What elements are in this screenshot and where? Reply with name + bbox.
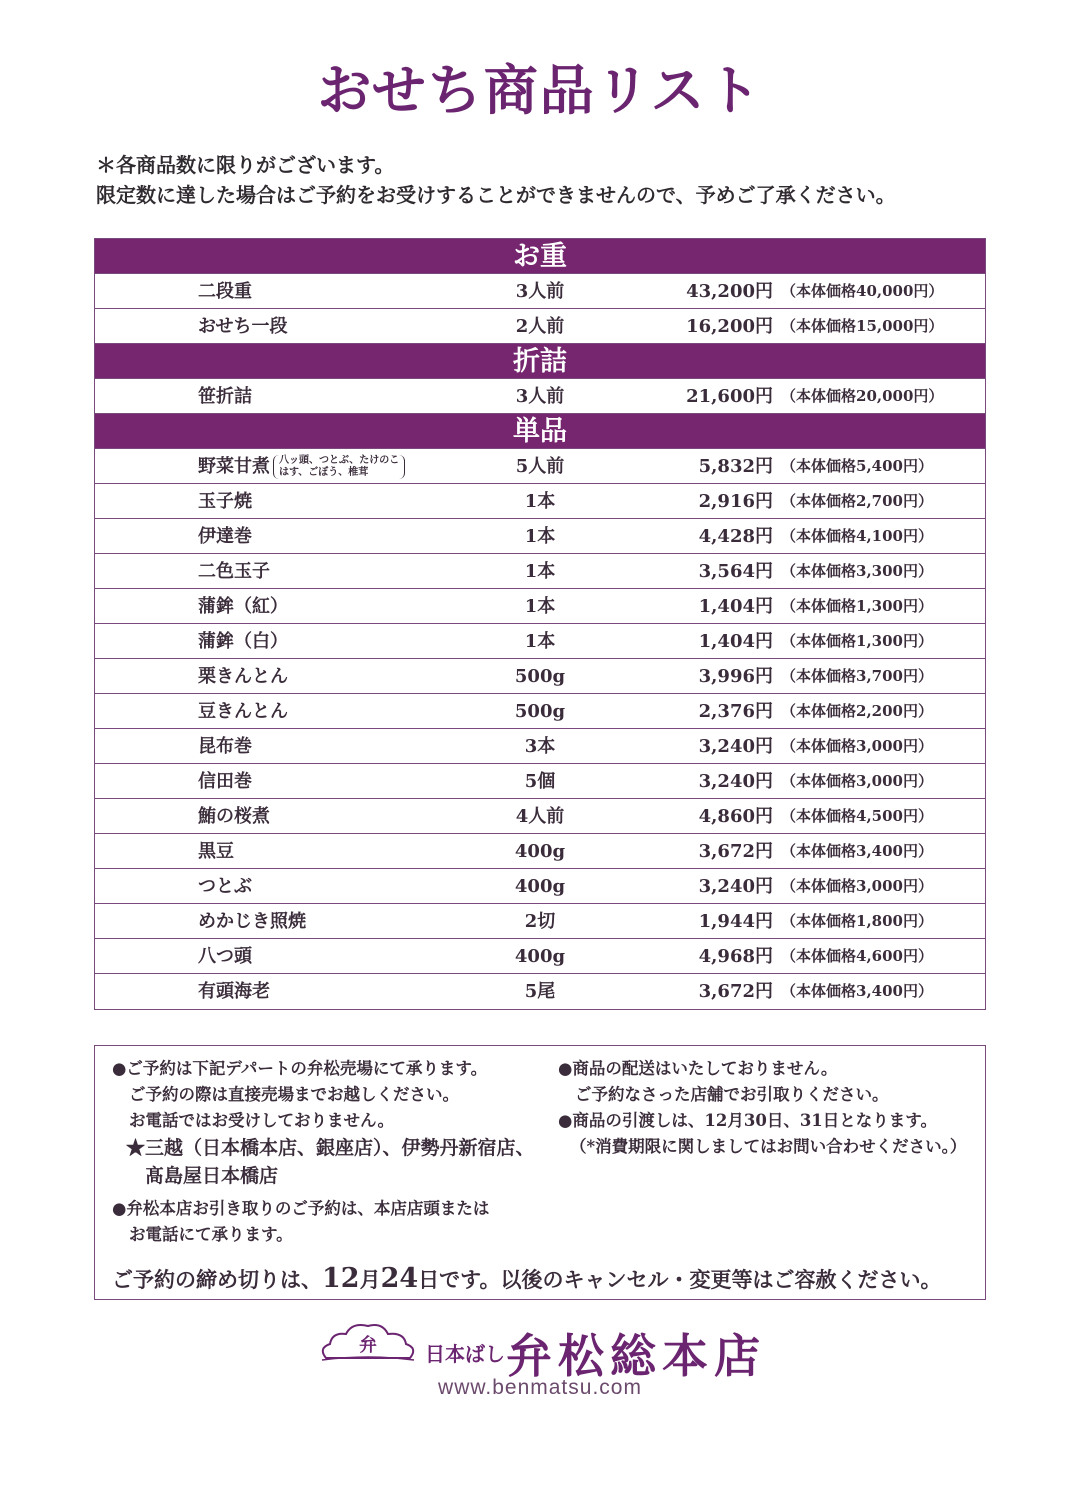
product-name-text: 鮪の桜煮	[198, 806, 270, 827]
product-price: 3,672円	[698, 981, 773, 1002]
info-right-column	[558, 1056, 966, 1160]
product-name-text: 蒲鉾（紅）	[198, 596, 288, 617]
notice-line-2: 限定数に達した場合はご予約をお受けすることができませんので、予めご了承ください。	[96, 183, 896, 207]
product-name	[198, 869, 252, 904]
product-base-price: （本体価格3,400円）	[781, 982, 933, 1000]
product-row	[95, 589, 985, 624]
info-left-line: ご予約の際は直接売場までお越しください。	[129, 1085, 459, 1104]
product-price: 1,404円	[698, 631, 773, 652]
info-right-line: ご予約なさった店舗でお引取りください。	[575, 1085, 889, 1104]
product-quantity: 1本	[524, 526, 556, 547]
product-base-price: （本体価格20,000円）	[781, 387, 944, 405]
deadline-day: 24	[380, 1263, 419, 1294]
product-base-price: （本体価格4,100円）	[781, 527, 933, 545]
product-price: 43,200円	[686, 281, 773, 302]
product-name	[198, 729, 252, 764]
logo-main-text: 弁松総本店	[506, 1329, 766, 1383]
product-name-text: 有頭海老	[198, 981, 270, 1002]
product-name-text: 信田巻	[198, 771, 252, 792]
product-name-text: 野菜甘煮	[198, 456, 270, 477]
product-row	[95, 274, 985, 309]
info-right-line: （*消費期限に関しましてはお問い合わせください。）	[570, 1137, 967, 1156]
store-logo	[318, 1318, 778, 1383]
product-base-price: （本体価格3,000円）	[781, 737, 933, 755]
product-price: 3,996円	[698, 666, 773, 687]
product-name	[198, 799, 270, 834]
info-store-line: 髙島屋日本橋店	[145, 1165, 279, 1187]
product-base-price: （本体価格15,000円）	[781, 317, 944, 335]
product-base-price: （本体価格3,000円）	[781, 877, 933, 895]
product-name-text: 伊達巻	[198, 526, 252, 547]
product-row	[95, 694, 985, 729]
product-name-text: 栗きんとん	[198, 666, 288, 687]
notice-line-1: ＊各商品数に限りがございます。	[96, 153, 395, 177]
product-name	[198, 449, 405, 484]
product-quantity: 4人前	[515, 806, 565, 827]
product-name	[198, 624, 288, 659]
product-quantity: 1本	[524, 491, 556, 512]
product-base-price: （本体価格2,200円）	[781, 702, 933, 720]
deadline-pre: ご予約の締め切りは、	[112, 1267, 322, 1292]
product-name-text: おせち一段	[198, 316, 288, 337]
product-base-price: （本体価格2,700円）	[781, 492, 933, 510]
product-name	[198, 484, 252, 519]
product-quantity: 3人前	[515, 386, 565, 407]
product-quantity: 1本	[524, 561, 556, 582]
product-name	[198, 274, 252, 309]
product-name-text: 二段重	[198, 281, 252, 302]
product-note-line: 八ッ頭、つとぶ、たけのこ	[279, 455, 400, 466]
product-quantity: 400g	[514, 946, 566, 967]
product-name-text: めかじき照焼	[198, 911, 306, 932]
product-quantity: 2切	[524, 911, 556, 932]
product-row	[95, 379, 985, 414]
product-row	[95, 834, 985, 869]
deadline-post: 日です。以後のキャンセル・変更等はご容赦ください。	[418, 1267, 942, 1292]
info-left-line: ●ご予約は下記デパートの弁松売場にて承ります。	[112, 1059, 488, 1078]
product-quantity: 5個	[524, 771, 556, 792]
product-row	[95, 449, 985, 484]
product-base-price: （本体価格40,000円）	[781, 282, 944, 300]
product-base-price: （本体価格3,700円）	[781, 667, 933, 685]
section-header: お重	[95, 239, 985, 274]
product-quantity: 500g	[514, 701, 566, 722]
section-header: 単品	[95, 414, 985, 449]
info-store-line: ★三越（日本橋本店、銀座店）、伊勢丹新宿店、	[126, 1137, 535, 1159]
product-base-price: （本体価格1,300円）	[781, 632, 933, 650]
product-name	[198, 904, 306, 939]
product-quantity: 3本	[524, 736, 556, 757]
product-price: 4,860円	[698, 806, 773, 827]
product-name	[198, 589, 288, 624]
product-base-price: （本体価格3,000円）	[781, 772, 933, 790]
product-row	[95, 799, 985, 834]
product-name-text: つとぶ	[198, 876, 252, 897]
product-quantity: 1本	[524, 596, 556, 617]
product-price: 3,672円	[698, 841, 773, 862]
info-left-line: お電話ではお受けしておりません。	[129, 1111, 394, 1130]
emblem-char: 弁	[359, 1335, 377, 1356]
product-price: 1,944円	[698, 911, 773, 932]
product-row	[95, 624, 985, 659]
product-name	[198, 554, 270, 589]
product-price: 1,404円	[698, 596, 773, 617]
product-name-text: 昆布巻	[198, 736, 252, 757]
product-quantity: 2人前	[515, 316, 565, 337]
logo-small-text: 日本ばし	[425, 1342, 505, 1366]
info-left-column	[112, 1056, 535, 1248]
product-row	[95, 904, 985, 939]
product-row	[95, 869, 985, 904]
product-table	[94, 238, 986, 1010]
product-name-text: 豆きんとん	[198, 701, 288, 722]
product-name-text: 蒲鉾（白）	[198, 631, 288, 652]
product-name	[198, 659, 288, 694]
product-price: 21,600円	[686, 386, 773, 407]
product-row	[95, 764, 985, 799]
product-price: 3,240円	[698, 876, 773, 897]
product-row	[95, 519, 985, 554]
product-price: 3,564円	[698, 561, 773, 582]
product-name	[198, 694, 288, 729]
product-price: 2,916円	[698, 491, 773, 512]
product-name	[198, 379, 252, 414]
info-right-line: ●商品の引渡しは、12月30日、31日となります。	[558, 1111, 937, 1130]
product-name	[198, 309, 287, 344]
product-note	[273, 455, 405, 479]
product-name	[198, 519, 252, 554]
product-quantity: 400g	[514, 876, 566, 897]
product-price: 3,240円	[698, 736, 773, 757]
product-quantity: 1本	[524, 631, 556, 652]
product-base-price: （本体価格1,300円）	[781, 597, 933, 615]
product-quantity: 500g	[514, 666, 566, 687]
product-row	[95, 939, 985, 974]
reservation-info-box	[94, 1045, 986, 1300]
product-note-line: はす、ごぼう、椎茸	[279, 467, 369, 478]
product-row	[95, 484, 985, 519]
page-title: おせち商品リスト	[317, 58, 763, 122]
product-quantity: 400g	[514, 841, 566, 862]
info-left-line: ●弁松本店お引き取りのご予約は、本店店頭または	[112, 1199, 490, 1218]
product-row	[95, 974, 985, 1009]
info-left-line: お電話にて承ります。	[129, 1225, 293, 1244]
product-quantity: 5尾	[524, 981, 556, 1002]
product-price: 3,240円	[698, 771, 773, 792]
product-name	[198, 974, 270, 1009]
product-name-text: 黒豆	[198, 841, 234, 862]
product-base-price: （本体価格4,600円）	[781, 947, 933, 965]
website-url: www.benmatsu.com	[438, 1376, 642, 1399]
product-name-text: 二色玉子	[198, 561, 270, 582]
deadline-month-unit: 月	[359, 1267, 381, 1292]
product-name	[198, 939, 252, 974]
product-name	[198, 834, 234, 869]
product-name	[198, 764, 252, 799]
product-base-price: （本体価格3,300円）	[781, 562, 933, 580]
product-price: 2,376円	[698, 701, 773, 722]
product-price: 4,968円	[698, 946, 773, 967]
product-base-price: （本体価格4,500円）	[781, 807, 933, 825]
product-row	[95, 729, 985, 764]
notice-text	[96, 150, 996, 210]
product-row	[95, 554, 985, 589]
product-name-text: 笹折詰	[198, 386, 252, 407]
product-name-text: 八つ頭	[198, 946, 252, 967]
product-quantity: 5人前	[515, 456, 565, 477]
deadline-month: 12	[322, 1263, 360, 1294]
product-base-price: （本体価格1,800円）	[781, 912, 933, 930]
cloud-crest-icon	[318, 1318, 418, 1368]
product-base-price: （本体価格3,400円）	[781, 842, 933, 860]
product-name-text: 玉子焼	[198, 491, 252, 512]
product-quantity: 3人前	[515, 281, 565, 302]
product-price: 16,200円	[686, 316, 773, 337]
product-row	[95, 659, 985, 694]
product-row	[95, 309, 985, 344]
product-base-price: （本体価格5,400円）	[781, 457, 933, 475]
section-header: 折詰	[95, 344, 985, 379]
info-right-line: ●商品の配送はいたしておりません。	[558, 1059, 838, 1078]
product-price: 5,832円	[698, 456, 773, 477]
reservation-deadline	[112, 1263, 941, 1294]
product-price: 4,428円	[698, 526, 773, 547]
